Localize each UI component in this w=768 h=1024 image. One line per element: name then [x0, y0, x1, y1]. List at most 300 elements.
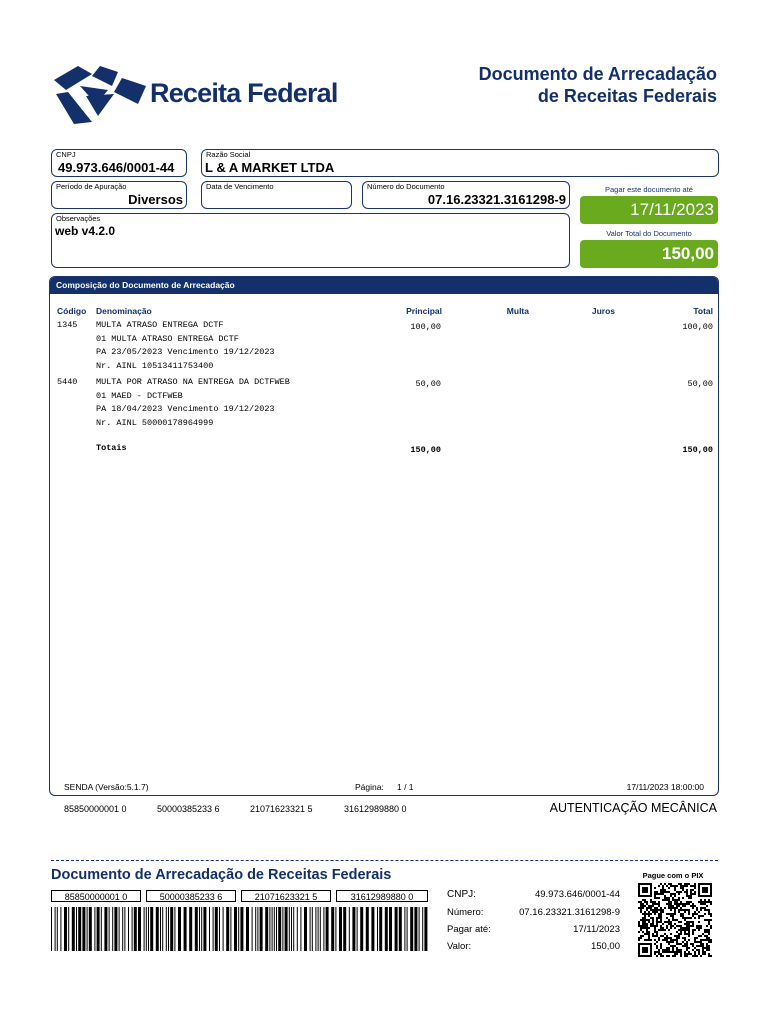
barcode-bar: [148, 907, 149, 951]
qr-module: [710, 887, 712, 889]
qr-module: [672, 885, 674, 887]
qr-module: [688, 895, 690, 897]
qr-module: [642, 947, 644, 949]
barcode-bar: [282, 907, 283, 951]
qr-module: [638, 921, 640, 923]
qr-module: [648, 919, 650, 921]
qr-module: [686, 893, 688, 895]
qr-module: [700, 941, 702, 943]
qr-module: [662, 955, 664, 957]
qr-module: [640, 895, 642, 897]
barcode-bar: [122, 907, 123, 951]
qr-module: [678, 933, 680, 935]
qr-module: [644, 951, 646, 953]
qr-module: [676, 925, 678, 927]
qr-module: [698, 887, 700, 889]
qr-module: [688, 903, 690, 905]
qr-module: [662, 909, 664, 911]
qr-module: [654, 929, 656, 931]
qr-module: [648, 913, 650, 915]
qr-module: [642, 927, 644, 929]
pix-qr-code: [638, 883, 712, 957]
qr-module: [668, 949, 670, 951]
document-title-line2: de Receitas Federais: [537, 86, 717, 106]
qr-module: [698, 949, 700, 951]
qr-module: [662, 885, 664, 887]
qr-module: [700, 899, 702, 901]
qr-module: [646, 925, 648, 927]
qr-module: [644, 899, 646, 901]
item-principal: 50,00: [415, 379, 441, 389]
qr-module: [692, 929, 694, 931]
qr-module: [642, 917, 644, 919]
qr-module: [662, 887, 664, 889]
qr-module: [708, 919, 710, 921]
qr-module: [710, 939, 712, 941]
qr-module: [642, 889, 644, 891]
qr-module: [708, 945, 710, 947]
qr-module: [656, 945, 658, 947]
qr-module: [676, 919, 678, 921]
qr-module: [670, 909, 672, 911]
qr-module: [694, 917, 696, 919]
qr-module: [668, 951, 670, 953]
qr-module: [670, 893, 672, 895]
qr-module: [656, 909, 658, 911]
qr-module: [648, 905, 650, 907]
qr-module: [646, 951, 648, 953]
barcode-bar: [68, 907, 69, 951]
qr-module: [650, 887, 652, 889]
barcode-bar: [291, 907, 292, 951]
qr-module: [708, 941, 710, 943]
qr-module: [648, 895, 650, 897]
qr-module: [708, 883, 710, 885]
qr-module: [686, 903, 688, 905]
barcode-bar: [134, 907, 137, 951]
qr-module: [666, 947, 668, 949]
barcode-bar: [246, 907, 249, 951]
qr-module: [708, 921, 710, 923]
barcode-bar: [150, 907, 153, 951]
qr-module: [688, 921, 690, 923]
qr-module: [670, 951, 672, 953]
cnpj-label: CNPJ: [56, 150, 76, 159]
qr-module: [700, 907, 702, 909]
qr-module: [686, 955, 688, 957]
qr-module: [708, 939, 710, 941]
qr-module: [664, 883, 666, 885]
qr-module: [698, 945, 700, 947]
qr-module: [700, 945, 702, 947]
numero-documento-label: Número do Documento: [367, 182, 445, 191]
qr-module: [644, 887, 646, 889]
qr-module: [688, 909, 690, 911]
barcode-bar: [146, 907, 147, 951]
qr-module: [684, 955, 686, 957]
razao-social-value: L & A MARKET LTDA: [205, 160, 335, 175]
barcode-bar: [289, 907, 290, 951]
qr-module: [658, 909, 660, 911]
barcode-bar: [184, 907, 187, 951]
qr-module: [694, 941, 696, 943]
qr-module: [708, 929, 710, 931]
barcode-bar: [60, 907, 61, 951]
qr-module: [668, 955, 670, 957]
qr-module: [662, 911, 664, 913]
qr-module: [650, 883, 652, 885]
barcode-bar: [162, 907, 163, 951]
qr-module: [708, 937, 710, 939]
stub-numero-value: 07.16.23321.3161298-9: [519, 907, 620, 918]
qr-module: [678, 911, 680, 913]
qr-module: [688, 883, 690, 885]
qr-module: [694, 885, 696, 887]
qr-module: [688, 947, 690, 949]
stub-digits-box: 50000385233 6: [146, 890, 236, 902]
qr-module: [706, 905, 708, 907]
qr-module: [650, 951, 652, 953]
qr-module: [666, 925, 668, 927]
qr-module: [644, 939, 646, 941]
qr-module: [686, 927, 688, 929]
qr-module: [696, 907, 698, 909]
qr-module: [692, 931, 694, 933]
barcode-bar: [269, 907, 270, 951]
qr-module: [666, 941, 668, 943]
qr-module: [706, 939, 708, 941]
qr-module: [644, 955, 646, 957]
qr-module: [648, 955, 650, 957]
pagina-value: 1 / 1: [397, 782, 414, 792]
qr-module: [654, 925, 656, 927]
qr-module: [666, 955, 668, 957]
qr-module: [674, 953, 676, 955]
qr-module: [642, 955, 644, 957]
qr-module: [638, 883, 640, 885]
qr-module: [686, 889, 688, 891]
qr-module: [646, 933, 648, 935]
item-description: [96, 376, 290, 430]
qr-module: [656, 921, 658, 923]
barcode-bar: [178, 907, 181, 951]
qr-module: [702, 939, 704, 941]
qr-module: [646, 955, 648, 957]
qr-module: [670, 925, 672, 927]
qr-module: [650, 893, 652, 895]
qr-module: [680, 883, 682, 885]
qr-module: [664, 939, 666, 941]
qr-module: [698, 901, 700, 903]
qr-module: [690, 893, 692, 895]
qr-module: [676, 953, 678, 955]
qr-module: [678, 899, 680, 901]
qr-module: [692, 913, 694, 915]
composition-title: Composição do Documento de Arrecadação: [56, 280, 235, 290]
qr-module: [682, 909, 684, 911]
qr-module: [688, 901, 690, 903]
barcode-bar: [209, 907, 210, 951]
qr-module: [642, 949, 644, 951]
qr-module: [656, 931, 658, 933]
qr-module: [664, 897, 666, 899]
qr-module: [710, 895, 712, 897]
qr-module: [702, 895, 704, 897]
razao-social-field: [201, 149, 719, 177]
qr-module: [642, 887, 644, 889]
vencimento-label: Data de Vencimento: [206, 182, 274, 191]
qr-module: [694, 887, 696, 889]
qr-module: [646, 901, 648, 903]
qr-module: [660, 955, 662, 957]
qr-module: [686, 883, 688, 885]
qr-module: [686, 917, 688, 919]
qr-module: [698, 935, 700, 937]
barcode-bar: [424, 907, 427, 951]
qr-module: [688, 953, 690, 955]
qr-module: [672, 905, 674, 907]
item-description: [96, 319, 275, 373]
qr-module: [672, 945, 674, 947]
qr-module: [682, 945, 684, 947]
qr-module: [644, 891, 646, 893]
qr-module: [698, 917, 700, 919]
qr-module: [666, 921, 668, 923]
qr-module: [666, 899, 668, 901]
qr-module: [666, 903, 668, 905]
qr-module: [704, 947, 706, 949]
qr-module: [652, 925, 654, 927]
qr-module: [672, 919, 674, 921]
qr-module: [646, 903, 648, 905]
barcode-bar: [144, 907, 145, 951]
barcode-digits-block: 21071623321 5: [250, 804, 313, 814]
barcode-bar: [260, 907, 263, 951]
qr-module: [702, 947, 704, 949]
qr-module: [694, 955, 696, 957]
qr-module: [644, 889, 646, 891]
qr-module: [698, 929, 700, 931]
qr-module: [642, 883, 644, 885]
qr-module: [690, 905, 692, 907]
stub-valor-label: Valor:: [447, 941, 472, 952]
qr-module: [674, 893, 676, 895]
qr-module: [684, 923, 686, 925]
qr-module: [682, 929, 684, 931]
qr-module: [640, 909, 642, 911]
qr-module: [690, 921, 692, 923]
qr-module: [646, 927, 648, 929]
qr-module: [682, 927, 684, 929]
qr-module: [698, 893, 700, 895]
qr-module: [676, 939, 678, 941]
qr-module: [692, 903, 694, 905]
valor-total-value: 150,00: [580, 240, 718, 268]
qr-module: [654, 901, 656, 903]
qr-module: [652, 933, 654, 935]
qr-module: [700, 883, 702, 885]
qr-module: [640, 943, 642, 945]
qr-module: [662, 899, 664, 901]
qr-module: [640, 927, 642, 929]
qr-module: [642, 899, 644, 901]
stub-pagar-label: Pagar até:: [447, 924, 491, 935]
qr-module: [700, 895, 702, 897]
qr-module: [650, 899, 652, 901]
qr-module: [684, 943, 686, 945]
qr-module: [666, 935, 668, 937]
qr-module: [666, 891, 668, 893]
qr-module: [694, 913, 696, 915]
qr-module: [686, 943, 688, 945]
qr-module: [662, 893, 664, 895]
qr-module: [666, 949, 668, 951]
qr-module: [700, 901, 702, 903]
barcode-bar: [265, 907, 268, 951]
qr-module: [644, 913, 646, 915]
qr-module: [680, 953, 682, 955]
header-juros: Juros: [591, 306, 615, 316]
qr-module: [680, 913, 682, 915]
qr-module: [710, 927, 712, 929]
qr-module: [696, 937, 698, 939]
stub-pagar-value: 17/11/2023: [573, 924, 620, 935]
qr-module: [706, 931, 708, 933]
qr-module: [700, 955, 702, 957]
qr-module: [654, 939, 656, 941]
qr-module: [658, 921, 660, 923]
qr-module: [688, 925, 690, 927]
qr-module: [664, 895, 666, 897]
qr-module: [710, 919, 712, 921]
barcode-bar: [138, 907, 141, 951]
qr-module: [694, 929, 696, 931]
qr-module: [646, 919, 648, 921]
qr-module: [704, 889, 706, 891]
qr-module: [682, 887, 684, 889]
qr-module: [658, 929, 660, 931]
qr-module: [708, 923, 710, 925]
barcode-bar: [352, 907, 355, 951]
qr-module: [686, 925, 688, 927]
qr-module: [704, 907, 706, 909]
qr-module: [658, 905, 660, 907]
qr-module: [642, 919, 644, 921]
qr-module: [706, 901, 708, 903]
qr-module: [678, 883, 680, 885]
qr-module: [672, 915, 674, 917]
qr-module: [650, 917, 652, 919]
qr-module: [676, 947, 678, 949]
qr-module: [638, 887, 640, 889]
qr-module: [676, 903, 678, 905]
qr-module: [680, 887, 682, 889]
qr-module: [658, 915, 660, 917]
qr-module: [698, 927, 700, 929]
qr-module: [650, 925, 652, 927]
barcode-bar: [82, 907, 85, 951]
qr-module: [692, 889, 694, 891]
qr-module: [688, 933, 690, 935]
qr-module: [646, 909, 648, 911]
qr-module: [660, 889, 662, 891]
barcode-bar: [366, 907, 369, 951]
qr-module: [708, 913, 710, 915]
barcode-bar: [87, 907, 88, 951]
qr-module: [678, 903, 680, 905]
qr-module: [650, 905, 652, 907]
qr-module: [670, 907, 672, 909]
barcode-bar: [343, 907, 346, 951]
barcode-bar: [293, 907, 294, 951]
qr-module: [660, 917, 662, 919]
qr-module: [680, 891, 682, 893]
qr-module: [644, 943, 646, 945]
qr-module: [696, 927, 698, 929]
qr-module: [684, 905, 686, 907]
qr-module: [686, 947, 688, 949]
qr-module: [676, 931, 678, 933]
qr-module: [694, 953, 696, 955]
qr-module: [676, 901, 678, 903]
barcode-bar: [389, 907, 392, 951]
qr-module: [642, 925, 644, 927]
qr-module: [706, 919, 708, 921]
qr-module: [654, 927, 656, 929]
qr-module: [660, 883, 662, 885]
qr-module: [638, 943, 640, 945]
barcode-bar: [360, 907, 363, 951]
qr-module: [698, 885, 700, 887]
qr-module: [642, 943, 644, 945]
qr-module: [644, 927, 646, 929]
qr-module: [682, 915, 684, 917]
qr-module: [678, 925, 680, 927]
qr-module: [662, 927, 664, 929]
qr-module: [672, 913, 674, 915]
qr-module: [648, 933, 650, 935]
qr-module: [658, 937, 660, 939]
qr-module: [650, 947, 652, 949]
qr-module: [678, 893, 680, 895]
qr-module: [690, 885, 692, 887]
pagar-ate-value: 17/11/2023: [580, 196, 718, 224]
qr-module: [694, 883, 696, 885]
qr-module: [706, 889, 708, 891]
qr-module: [660, 891, 662, 893]
qr-module: [654, 907, 656, 909]
periodo-value: Diversos: [128, 192, 183, 207]
qr-module: [702, 945, 704, 947]
qr-module: [706, 929, 708, 931]
barcode-bar: [94, 907, 95, 951]
qr-module: [668, 907, 670, 909]
qr-module: [662, 939, 664, 941]
qr-module: [692, 885, 694, 887]
item-line: PA 23/05/2023 Vencimento 19/12/2023: [96, 347, 275, 357]
qr-module: [704, 903, 706, 905]
qr-module: [646, 887, 648, 889]
qr-module: [672, 917, 674, 919]
qr-module: [692, 933, 694, 935]
qr-module: [674, 889, 676, 891]
barcode-bar: [78, 907, 81, 951]
qr-module: [684, 917, 686, 919]
barcode-bar: [101, 907, 102, 951]
qr-module: [692, 949, 694, 951]
barcode-bar: [385, 907, 388, 951]
header-principal: Principal: [406, 306, 442, 316]
